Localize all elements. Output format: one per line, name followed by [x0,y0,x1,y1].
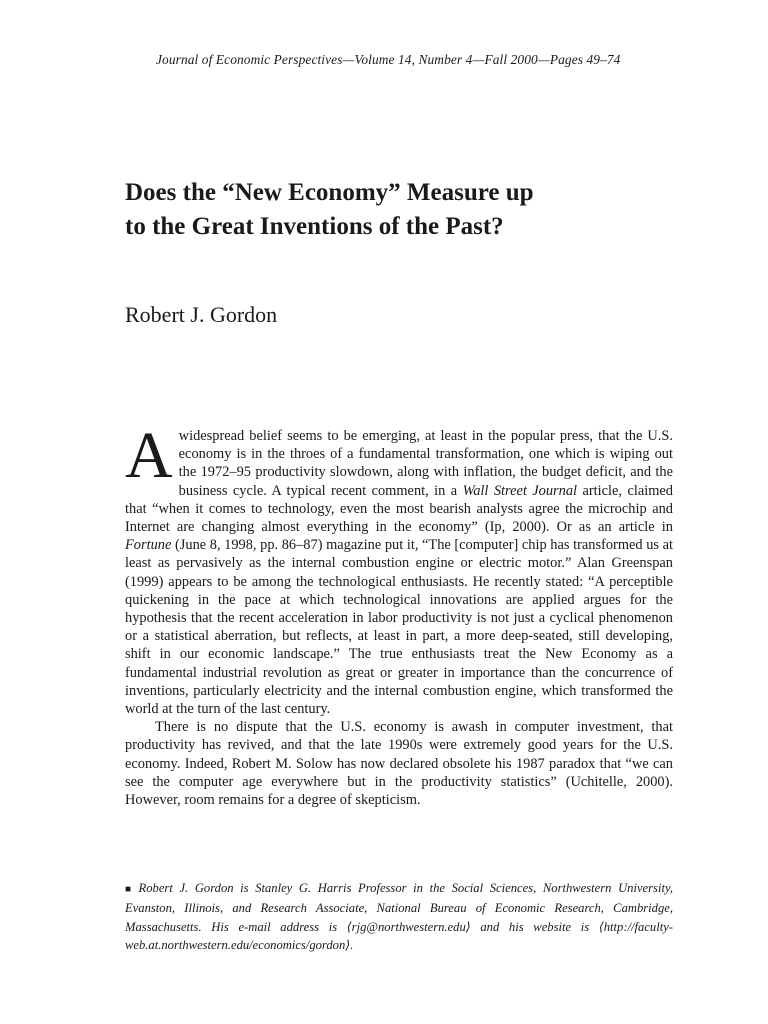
footnote-text: Robert J. Gordon is Stanley G. Harris Professor in the Social Sciences, Northwestern University, Evanston, Illinois, and Research Associate, National Bureau of Economic Research, Cambridge, Massachusetts. His e-mail address is ⟨rjg@northwestern.edu⟩ and his website is ⟨http://faculty-web.at.northwestern.edu/economics/gordon⟩. [125,881,673,953]
fortune-title: Fortune [125,537,172,554]
paragraph-1-text-a: widespread belief seems to be emerging, at least in the popular press, that the U.S. economy is in the throes of a fundamental transformation, one which is wiping out the 1972–95 productivity slowdown, along with inflation, the budget deficit, and the business cycle. A typical recent comment, in a [178,428,673,499]
paragraph-1 [125,419,673,718]
paragraph-2: There is no dispute that the U.S. economy is awash in computer investment, that productivity has revived, and that the late 1990s were extremely good years for the U.S. economy. Indeed, Robert M. Solow has now declared obsolete his 1987 paradox that “we can see the computer age everywhere but in the productivity statistics” (Uchitelle, 2000). However, room remains for a degree of skepticism. [125,719,673,809]
paragraph-1-text-b: article, claimed that “when it comes to technology, even the most bearish analysts agree the microchip and Internet are changing almost everything in the economy” (Ip, 2000). Or as an article in [125,482,673,536]
article-body [125,419,673,809]
author-footnote [125,879,673,955]
title-line-1: Does the “New Economy” Measure up [125,179,534,206]
paragraph-1-text-c: (June 8, 1998, pp. 86–87) magazine put it, “The [computer] chip has transformed us at least as pervasively as the internal combustion engine or electric motor.” Alan Greenspan (1999) appears to be among the technological enthusiasts. He recently stated: “A perceptible quickening in the pace at which technological innovations are applied argues for the hypothesis that the recent acceleration in labor productivity is not just a cyclical phenomenon or a statistical aberration, but reflects, at least in part, a more deep-seated, still developing, shift in our economic landscape.” The true enthusiasts treat the New Economy as a fundamental industrial revolution as great or greater in importance than the concurrence of inventions, particularly electricity and the internal combustion engine, which transformed the world at the turn of the last century. [125,537,673,718]
wsj-title: Wall Street Journal [462,482,578,499]
drop-cap: A [125,419,173,492]
author-name: Robert J. Gordon [125,302,278,327]
title-line-2: to the Great Inventions of the Past? [125,213,504,240]
article-title [125,176,685,244]
footnote-marker: ■ [125,884,135,895]
running-head: Journal of Economic Perspectives—Volume 14, Number 4—Fall 2000—Pages 49–74 [156,52,621,67]
